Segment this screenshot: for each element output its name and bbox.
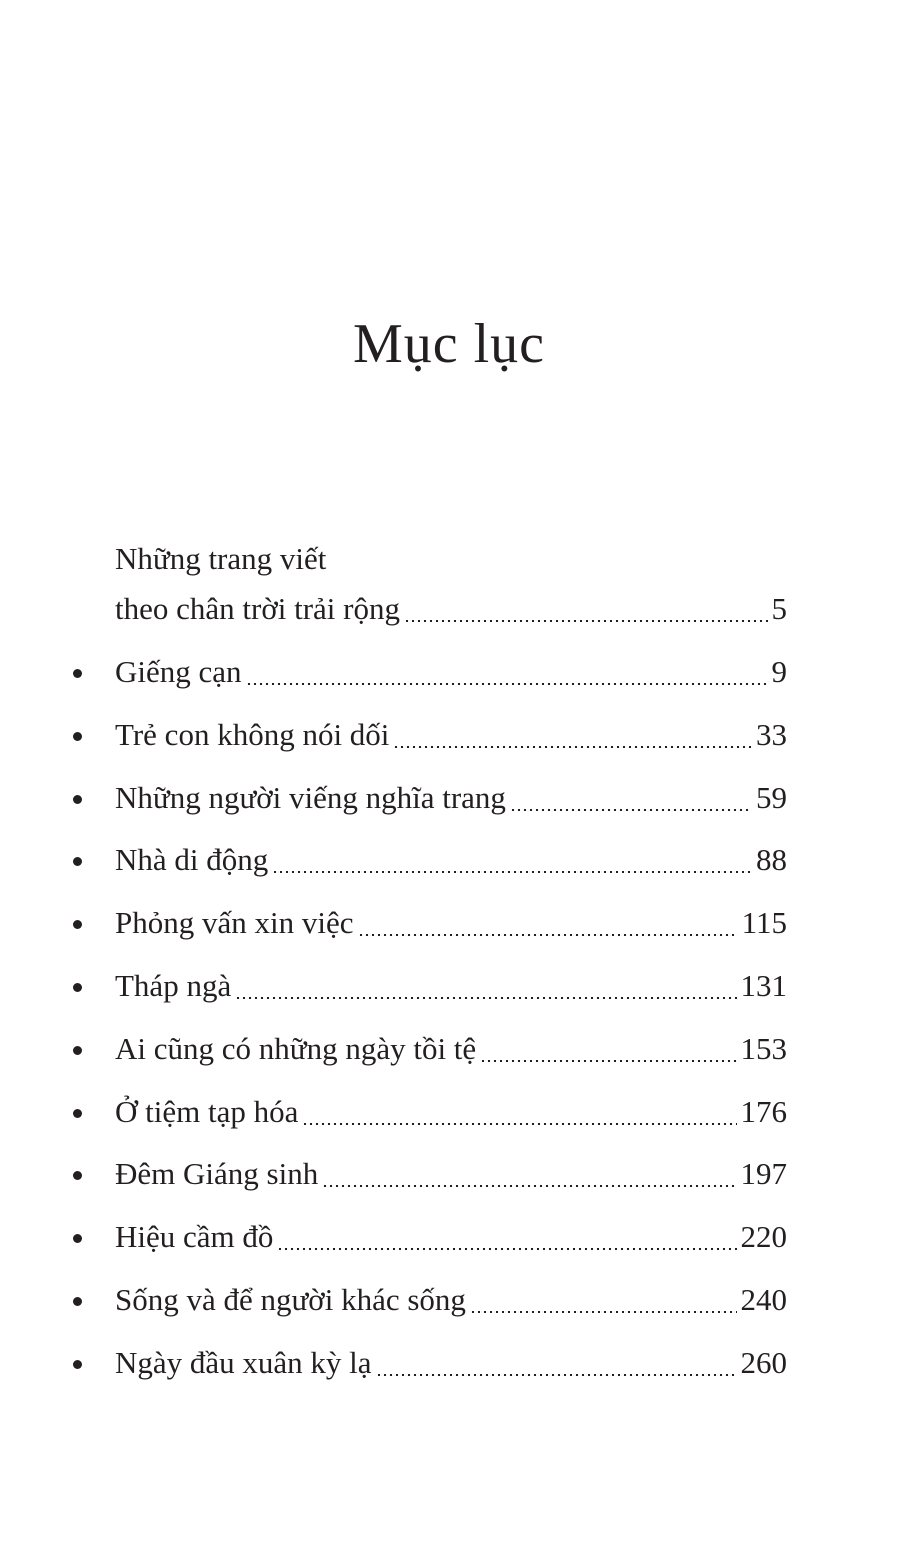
toc-entry-label: Hiệu cầm đồ	[115, 1219, 274, 1255]
toc-entry-label: Những người viếng nghĩa trang	[115, 779, 506, 815]
toc-entry-label: Sống và để người khác sống	[115, 1281, 466, 1317]
toc-entry	[115, 1151, 787, 1197]
toc-list	[0, 649, 898, 1403]
bullet-icon	[73, 669, 82, 678]
bullet-icon	[73, 1171, 82, 1180]
bullet-icon	[73, 1360, 82, 1369]
dot-leader	[393, 746, 752, 748]
toc-entry-label: Phỏng vấn xin việc	[115, 905, 354, 941]
toc-list-item	[0, 712, 898, 775]
toc-entry-label: Giếng cạn	[115, 654, 242, 689]
toc-entry-label: Nhà di động	[115, 842, 269, 878]
toc-intro-row	[0, 586, 898, 649]
toc-entry-page: 88	[756, 842, 787, 878]
toc-entry	[115, 775, 787, 821]
dot-leader	[277, 1248, 736, 1250]
toc-entry-page: 240	[740, 1281, 787, 1317]
toc-entry-page: 131	[740, 967, 787, 1003]
toc-list-item	[0, 900, 898, 963]
toc-entry-page: 9	[771, 654, 787, 689]
toc-list-item	[0, 963, 898, 1026]
bullet-icon	[73, 1109, 82, 1118]
toc-entry-page: 220	[740, 1219, 787, 1255]
toc-entry	[115, 1277, 787, 1323]
dot-leader	[510, 809, 752, 811]
toc-entry-label: theo chân trời trải rộng	[115, 591, 400, 626]
dot-leader	[358, 934, 738, 936]
toc-entry-label: Tháp ngà	[115, 967, 232, 1003]
bullet-icon	[73, 795, 82, 804]
toc-list-item	[0, 1089, 898, 1152]
toc-list-item	[0, 1151, 898, 1214]
toc-entry-page: 5	[771, 591, 787, 626]
dot-leader	[404, 620, 768, 622]
bullet-icon	[73, 1234, 82, 1243]
toc-entry	[115, 837, 787, 883]
dot-leader	[376, 1374, 737, 1376]
bullet-icon	[73, 857, 82, 866]
toc-list-item	[0, 1214, 898, 1277]
bullet-icon	[73, 732, 82, 741]
dot-leader	[246, 683, 768, 685]
toc-entry-page: 153	[740, 1030, 787, 1066]
toc-entry-page: 33	[756, 716, 787, 752]
toc-entry-label: Ngày đầu xuân kỳ lạ	[115, 1344, 372, 1380]
dot-leader	[235, 997, 736, 999]
toc-list-item	[0, 1277, 898, 1340]
toc-entry-label: Đêm Giáng sinh	[115, 1156, 319, 1192]
dot-leader	[322, 1185, 736, 1187]
bullet-icon	[73, 983, 82, 992]
toc-entry	[115, 1340, 787, 1386]
toc-entry	[115, 1089, 787, 1135]
toc-entry-page: 115	[741, 905, 787, 941]
toc-list-item	[0, 1340, 898, 1403]
toc-entry	[115, 900, 787, 946]
toc-entry	[115, 712, 787, 758]
dot-leader	[480, 1060, 736, 1062]
toc-list-item	[0, 837, 898, 900]
toc-entry-label: Ai cũng có những ngày tồi tệ	[115, 1030, 477, 1066]
toc-entry	[115, 963, 787, 1009]
toc-entry-page: 176	[740, 1093, 787, 1129]
toc-entry	[115, 1026, 787, 1072]
toc-entry-label: Trẻ con không nói dối	[115, 716, 390, 752]
toc-entry	[115, 586, 787, 632]
bullet-icon	[73, 920, 82, 929]
toc-entry-page: 59	[756, 779, 787, 815]
toc-entry-label: Ở tiệm tạp hóa	[115, 1093, 299, 1129]
bullet-icon	[73, 1297, 82, 1306]
toc-entry-page: 260	[740, 1344, 787, 1380]
bullet-icon	[73, 1046, 82, 1055]
toc-intro-line1: Những trang viết	[115, 541, 327, 576]
toc-list-item	[0, 775, 898, 838]
dot-leader	[470, 1311, 737, 1313]
toc-entry-page: 197	[740, 1156, 787, 1192]
dot-leader	[272, 871, 752, 873]
toc-list-item	[0, 1026, 898, 1089]
dot-leader	[302, 1123, 736, 1125]
toc-list-item	[0, 649, 898, 712]
toc-entry	[115, 1214, 787, 1260]
toc-entry	[115, 649, 787, 695]
page-title: Mục lục	[352, 313, 546, 375]
toc-intro-entry	[115, 536, 787, 582]
